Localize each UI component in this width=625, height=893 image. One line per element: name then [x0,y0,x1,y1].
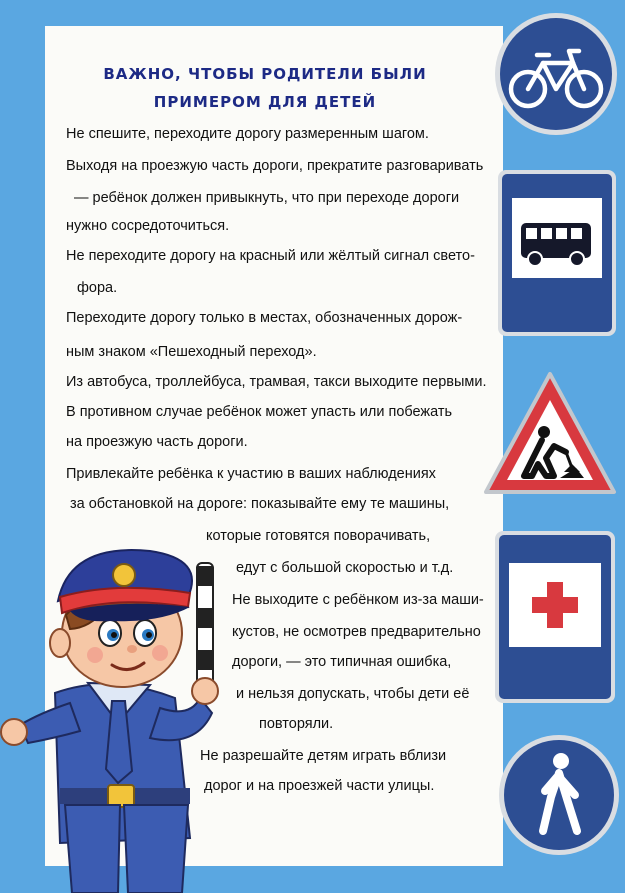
text-line: Выходя на проезжую часть дороги, прекратите разговаривать [66,158,484,174]
text-line: фора. [77,280,118,296]
text-line: повторяли. [259,716,334,732]
text-line: Не выходите с ребёнком из-за маши- [232,592,484,608]
pedestrian-path-sign-icon [497,733,621,857]
text-line: на проезжую часть дороги. [66,434,248,450]
text-line: В противном случае ребёнок может упасть или побежать [66,404,453,420]
text-line: Не спешите, переходите дорогу размеренным шагом. [66,126,429,142]
traffic-police-boy-illustration [0,533,240,893]
bicycle-path-sign-icon [493,11,619,137]
text-line: дорог и на проезжей части улицы. [204,778,435,794]
text-line: Привлекайте ребёнка к участию в ваших наблюдениях [66,466,436,482]
text-line: Переходите дорогу только в местах, обозначенных дорож- [66,310,463,326]
text-line: Не разрешайте детям играть вблизи [200,748,447,764]
poster-title-line-2: ПРИМЕРОМ ДЛЯ ДЕТЕЙ [153,93,377,111]
text-line: ным знаком «Пешеходный переход». [66,344,317,360]
text-line: Не переходите дорогу на красный или жёлтый сигнал свето- [66,248,475,264]
first-aid-sign-icon [493,529,617,705]
bus-stop-sign-icon [496,168,618,338]
road-works-sign-icon [480,368,620,500]
text-line: и нельзя допускать, чтобы дети её [236,686,470,702]
text-line: едут с большой скоростью и т.д. [236,560,454,576]
text-line: Из автобуса, троллейбуса, трамвая, такси выходите первыми. [66,374,487,390]
text-line: кустов, не осмотрев предварительно [232,624,481,640]
text-line: за обстановкой на дороге: показывайте ему те машины, [70,496,450,512]
poster-title-line-1: ВАЖНО, ЧТОБЫ РОДИТЕЛИ БЫЛИ [103,65,427,83]
text-line: — ребёнок должен привыкнуть, что при переходе дороги [74,190,460,206]
text-line: дороги, — это типичная ошибка, [232,654,452,670]
text-line: которые готовятся поворачивать, [206,528,431,544]
text-line: нужно сосредоточиться. [66,218,230,234]
